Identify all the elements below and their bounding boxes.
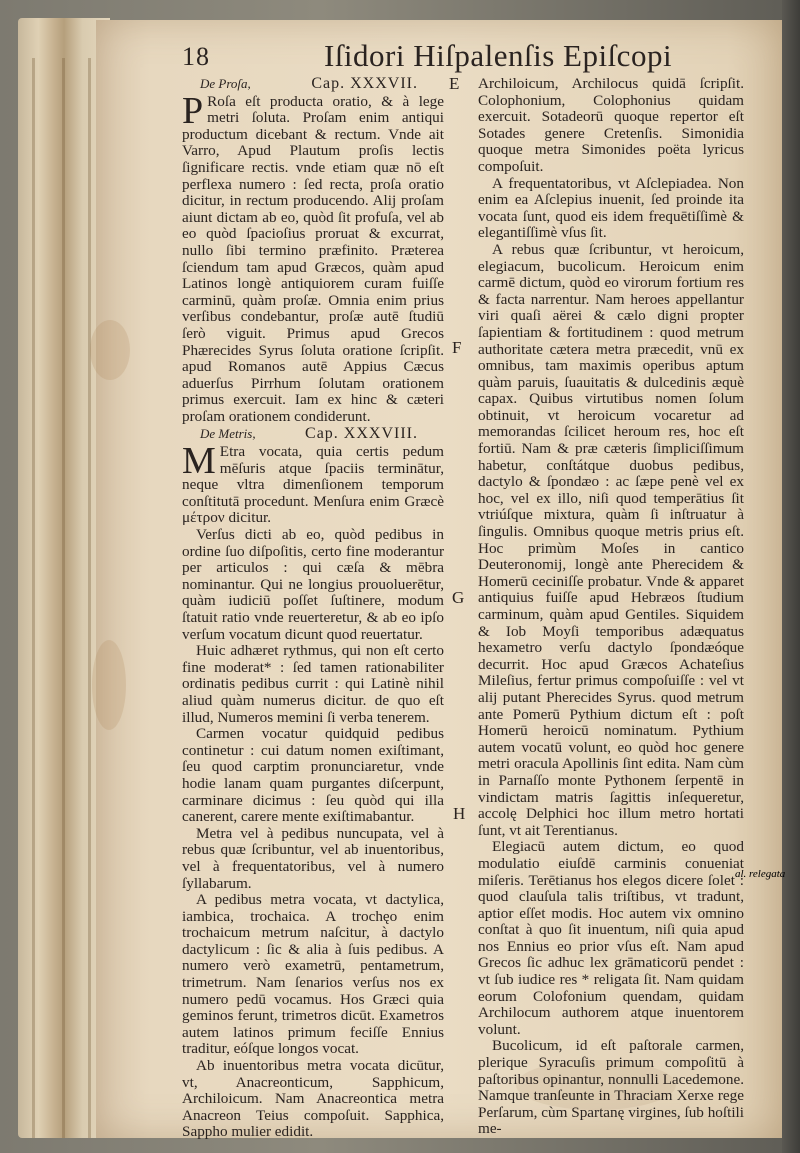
paragraph: Bucolicum, id eſt paſtorale carmen, plerique Syracuſis primum compoſitū à paſtoribus opinantur, nonnulli Lacedemone. Namque tranſeunte in Thraciam Xerxe rege Perſarum, cùm Spartanę virgines, ſub hoſtili me- xyxy=(478,1037,744,1138)
page-number: 18 xyxy=(182,42,210,71)
gutter-stripe xyxy=(32,58,35,1138)
gutter-stripe xyxy=(88,58,91,1138)
paragraph: Carmen vocatur quidquid pedibus continetur : cui datum nomen exiſtimant, ſeu quod carptim pronunciaretur, vnde hodie lanam quam purgantes diſcerpunt, carminare dicimus : ſeu quòd qui illa canerent, carere mente exiſtimabantur. xyxy=(182,725,444,826)
chapter-number: Cap. XXXVII. xyxy=(311,75,418,92)
paragraph: Ab inuentoribus metra vocata dicūtur, vt, Anacreonticum, Sapphicum, Archiloicum. Nam Anacreontica metra Anacreon Teius compoſuit. Sapphica, Sappho mulier edidit. xyxy=(182,1057,444,1141)
paragraph: A rebus quæ ſcribuntur, vt heroicum, elegiacum, bucolicum. Heroicum enim carmē dictum, quòd eo virorum fortium res & facta narrentur. Nam heroes appellantur viri quaſi aërei & cælo digni propter ſapientiam & fortitudinem : quod metrum authoritate cætera metra præcedit, vnū ex omnibus, tam maximis operibus aptum quàm paruis, ſuauitatis & dulcedinis æquè capax. Quibus virtutibus nomen ſolum obtinuit, vt heroicum vocaretur ad memorandas ſcilicet heroum res, hoc eſt fortiū. Nam & præ cæteris ſimpliciſſimum habetur, conſtátque duobus pedibus, dactylo & ſpondæo : ac ſæpe penè vel ex hoc, vel ex illo, niſi quod temperātius ſit vtriúſque mixtura, quàm ſi inſtruatur à ſingulis. Omnibus quoque metris prius eſt. Hoc primùm Moſes in cantico Deuteronomij, longè ante Pherecidem & Homerū ceciniſſe probatur. Vnde & apparet antiquius fuiſſe apud Hebræos ſtudium carminum, quàm apud Gentiles. Siquidem & Iob Moyſi temporibus adæquatus hexametro verſu dactylo ſpondæóque decurrit. Hoc apud Græcos Achateſius Mileſius, fertur primus compoſuiſſe : vel vt alij putant Pherecides Syrus. quod metrum ante Pomerū Pythium dictum eſt : poſt Homerū heroicū nominatum. Pythium autem vocatū volunt, eo quòd hoc genere metri oracula Apollinis ſint edita. Nam cùm in Parnaſſo monte Pythonem ſerpentē in vindictam matris ſagittis inſequeretur, accolę Delphici hoc illum metro hortati ſunt, vt ait Terentianus. xyxy=(478,240,744,839)
margin-note: al. relegata xyxy=(735,868,786,880)
paragraph-text: Etra vocata, quia certis pedum mēſuris atque ſpaciis terminātur, neque vltra dimenſionem temporum conſtitutā procedunt. Menſura enim Græcè μέτρον dicitur. xyxy=(182,443,444,527)
paragraph xyxy=(182,440,444,527)
scan-edge xyxy=(782,0,800,1153)
section-marker-f: F xyxy=(452,338,462,357)
right-column xyxy=(478,76,744,1138)
section-marker-h: H xyxy=(453,804,466,823)
chapter-number: Cap. XXXVIII. xyxy=(305,425,418,443)
paper-stain xyxy=(90,320,130,380)
gutter-stripe xyxy=(62,58,65,1138)
drop-cap: P xyxy=(182,89,204,132)
running-title: Iſidori Hiſpalenſis Epiſcopi xyxy=(324,38,673,73)
chapter-side-title: De Proſa, xyxy=(200,76,251,91)
left-column xyxy=(182,76,444,1141)
paragraph: Huic adhæret rythmus, qui non eſt certo fine moderat* : ſed tamen rationabiliter ordinatis pedibus currit : qui Latinè nihil aliud quàm numerus dicitur. de quo eſt illud, Numeros memini ſi verba tenerem. xyxy=(182,642,444,726)
paragraph: Elegiacū autem dictum, eo quod modulatio eiuſdē carminis conueniat miſeris. Terētianus hos elegos dicere ſolet : quod clauſula talis triſtibus, vt tradunt, aptior eſſet modis. Hoc autem vix omnino conſtat à quo ſit inuentum, niſi quia apud nos Ennius eo prior vſus eſt. Nam apud Grecos ſic adhuc lex grāmaticorū pendet : vt ſub iudice res * religata ſit. Nam quidam eorum Colofonium quendam, quidam Archilocum authorem atque inuentorem volunt. xyxy=(478,838,744,1038)
paragraph: A pedibus metra vocata, vt dactylica, iambica, trochaica. A trochęo enim trochaicum metrum naſcitur, à dactylo dactylicum : ſic & alia à ſuis pedibus. A numero verò exametrū, pentametrum, trimetrum. Nam ſenarios verſus nos ex numero pedū vocamus. Hos Græci quia geminos ferunt, trimetros dicūt. Exametros autem latinos primum feciſſe Ennius traditur, eóſque longos vocat. xyxy=(182,891,444,1058)
chapter-heading xyxy=(182,76,444,93)
paragraph: Verſus dicti ab eo, quòd pedibus in ordine ſuo diſpoſitis, certo fine moderantur per articulos : qui cæſa & mēbra nominantur. Qui ne longius prouoluerētur, quàm iudiciū poſſet ſuſtinere, modum ſtatuit ratio vnde reuerteretur, & ab eo ipſo verſum vocatum dicunt quod reuertatur. xyxy=(182,526,444,643)
book-page xyxy=(96,20,782,1141)
section-marker-e: E xyxy=(449,74,460,93)
paper-stain xyxy=(92,640,126,730)
paragraph: A frequentatoribus, vt Aſclepiadea. Non enim ea Aſclepius inuenit, ſed proinde ita vocata ſunt, quod eis idem frequētiſſimè & elegantiſſimè vſus ſit. xyxy=(478,174,744,242)
paragraph-text: Roſa eſt producta oratio, & à lege metri ſoluta. Proſam enim antiqui productum dicebant & rectum. Vnde ait Varro, Apud Plautum proſis lectis ſignificare rectis. vnde etiam quæ nō eſt perflexa numero : ſed recta, proſa oratio dicitur, in rectum producendo. Alij proſam aiunt dictam ab eo, quòd ſit profuſa, vel ab eo quòd ſpacioſius proruat & excurrat, nullo ſibi termino præfinito. Præterea ſciendum tam apud Græcos, quàm apud Latinos longè antiquiorem curam fuiſſe carminū, quàm proſæ. Omnia enim prius verſibus condebantur, proſæ autē ſtudiū ſerò viguit. Primus apud Grecos Phærecides Syrus ſoluta oratione ſcripſit. apud Romanos autē Appius Cæcus aduerſus Pirrhum ſolutam orationem primus exercuit. Iam ex hinc & cæteri proſam orationem condiderunt. xyxy=(182,92,444,425)
chapter-side-title: De Metris, xyxy=(200,426,256,442)
paragraph: Archiloicum, Archilocus quidā ſcripſit. Colophonium, Colophonius quidam exercuit. Sotadeorū quoque repertor eſt Sotades genere Cretenſis. Simonidia quoque metra Simonides poëta lyricus compoſuit. xyxy=(478,75,744,175)
paragraph xyxy=(182,89,444,426)
paragraph: Metra vel à pedibus nuncupata, vel à rebus quæ ſcribuntur, vel ab inuentoribus, vel à frequentatoribus, vel à numero ſyllabarum. xyxy=(182,824,444,892)
drop-cap: M xyxy=(182,440,216,483)
chapter-heading xyxy=(182,426,444,443)
section-marker-g: G xyxy=(452,588,465,607)
